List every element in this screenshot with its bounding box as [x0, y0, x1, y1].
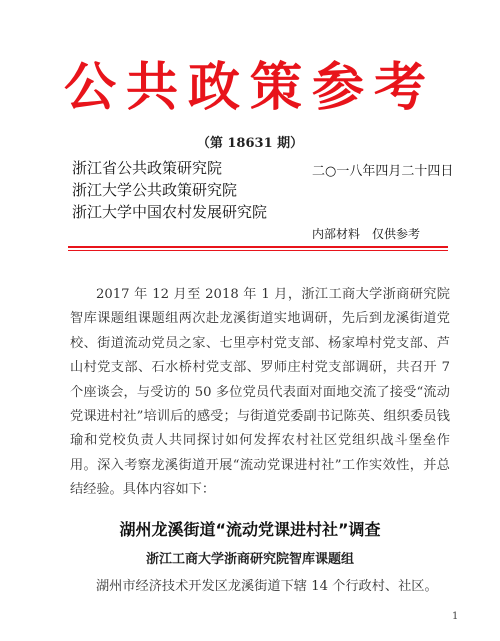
organization-name: 浙江省公共政策研究院: [72, 159, 223, 177]
page-number: 1: [452, 611, 459, 622]
intro-paragraph: 2017 年 12 月至 2018 年 1 月，浙江工商大学浙商研究院智库课题组课题组两次赴龙溪街道实地调研，先后到龙溪街道党校、街道流动党员之家、七里亭村党支部、杨家埠村党支部、芦山村党支部、石水桥村党支部、罗师庄村党支部调研，共召开 7 个座谈会，与受访的 50 多位党员代表面对面地交流了接受“流动党课进村社”培训后的感受；与街道党委副书记陈英、组织委员钱瑜和党校负责人共同探讨如何发挥农村社区党组织战斗堡垒作用。深入考察龙溪街道开展“流动党课进村社”工作实效性，并总结经验。具体内容如下：: [70, 287, 450, 498]
organization-name: 浙江大学中国农村发展研究院: [72, 203, 268, 221]
article-first-line: 湖州市经济技术开发区龙溪街道下辖 14 个行政村、社区。: [96, 579, 438, 594]
classification-note: 内部材料 仅供参考: [312, 227, 421, 241]
article-title: 湖州龙溪街道“流动党课进村社”调查: [119, 520, 381, 539]
organization-list: [72, 157, 267, 223]
organization-name: 浙江大学公共政策研究院: [72, 181, 238, 199]
header-divider-thin: [68, 250, 448, 251]
masthead-title: 公共政策参考: [63, 58, 436, 118]
header-divider-thick: [68, 246, 448, 248]
publication-date: 二○一八年四月二十四日: [312, 164, 454, 179]
issue-number: （第 18631 期）: [196, 136, 304, 151]
article-author: 浙江工商大学浙商研究院智库课题组: [145, 552, 354, 567]
